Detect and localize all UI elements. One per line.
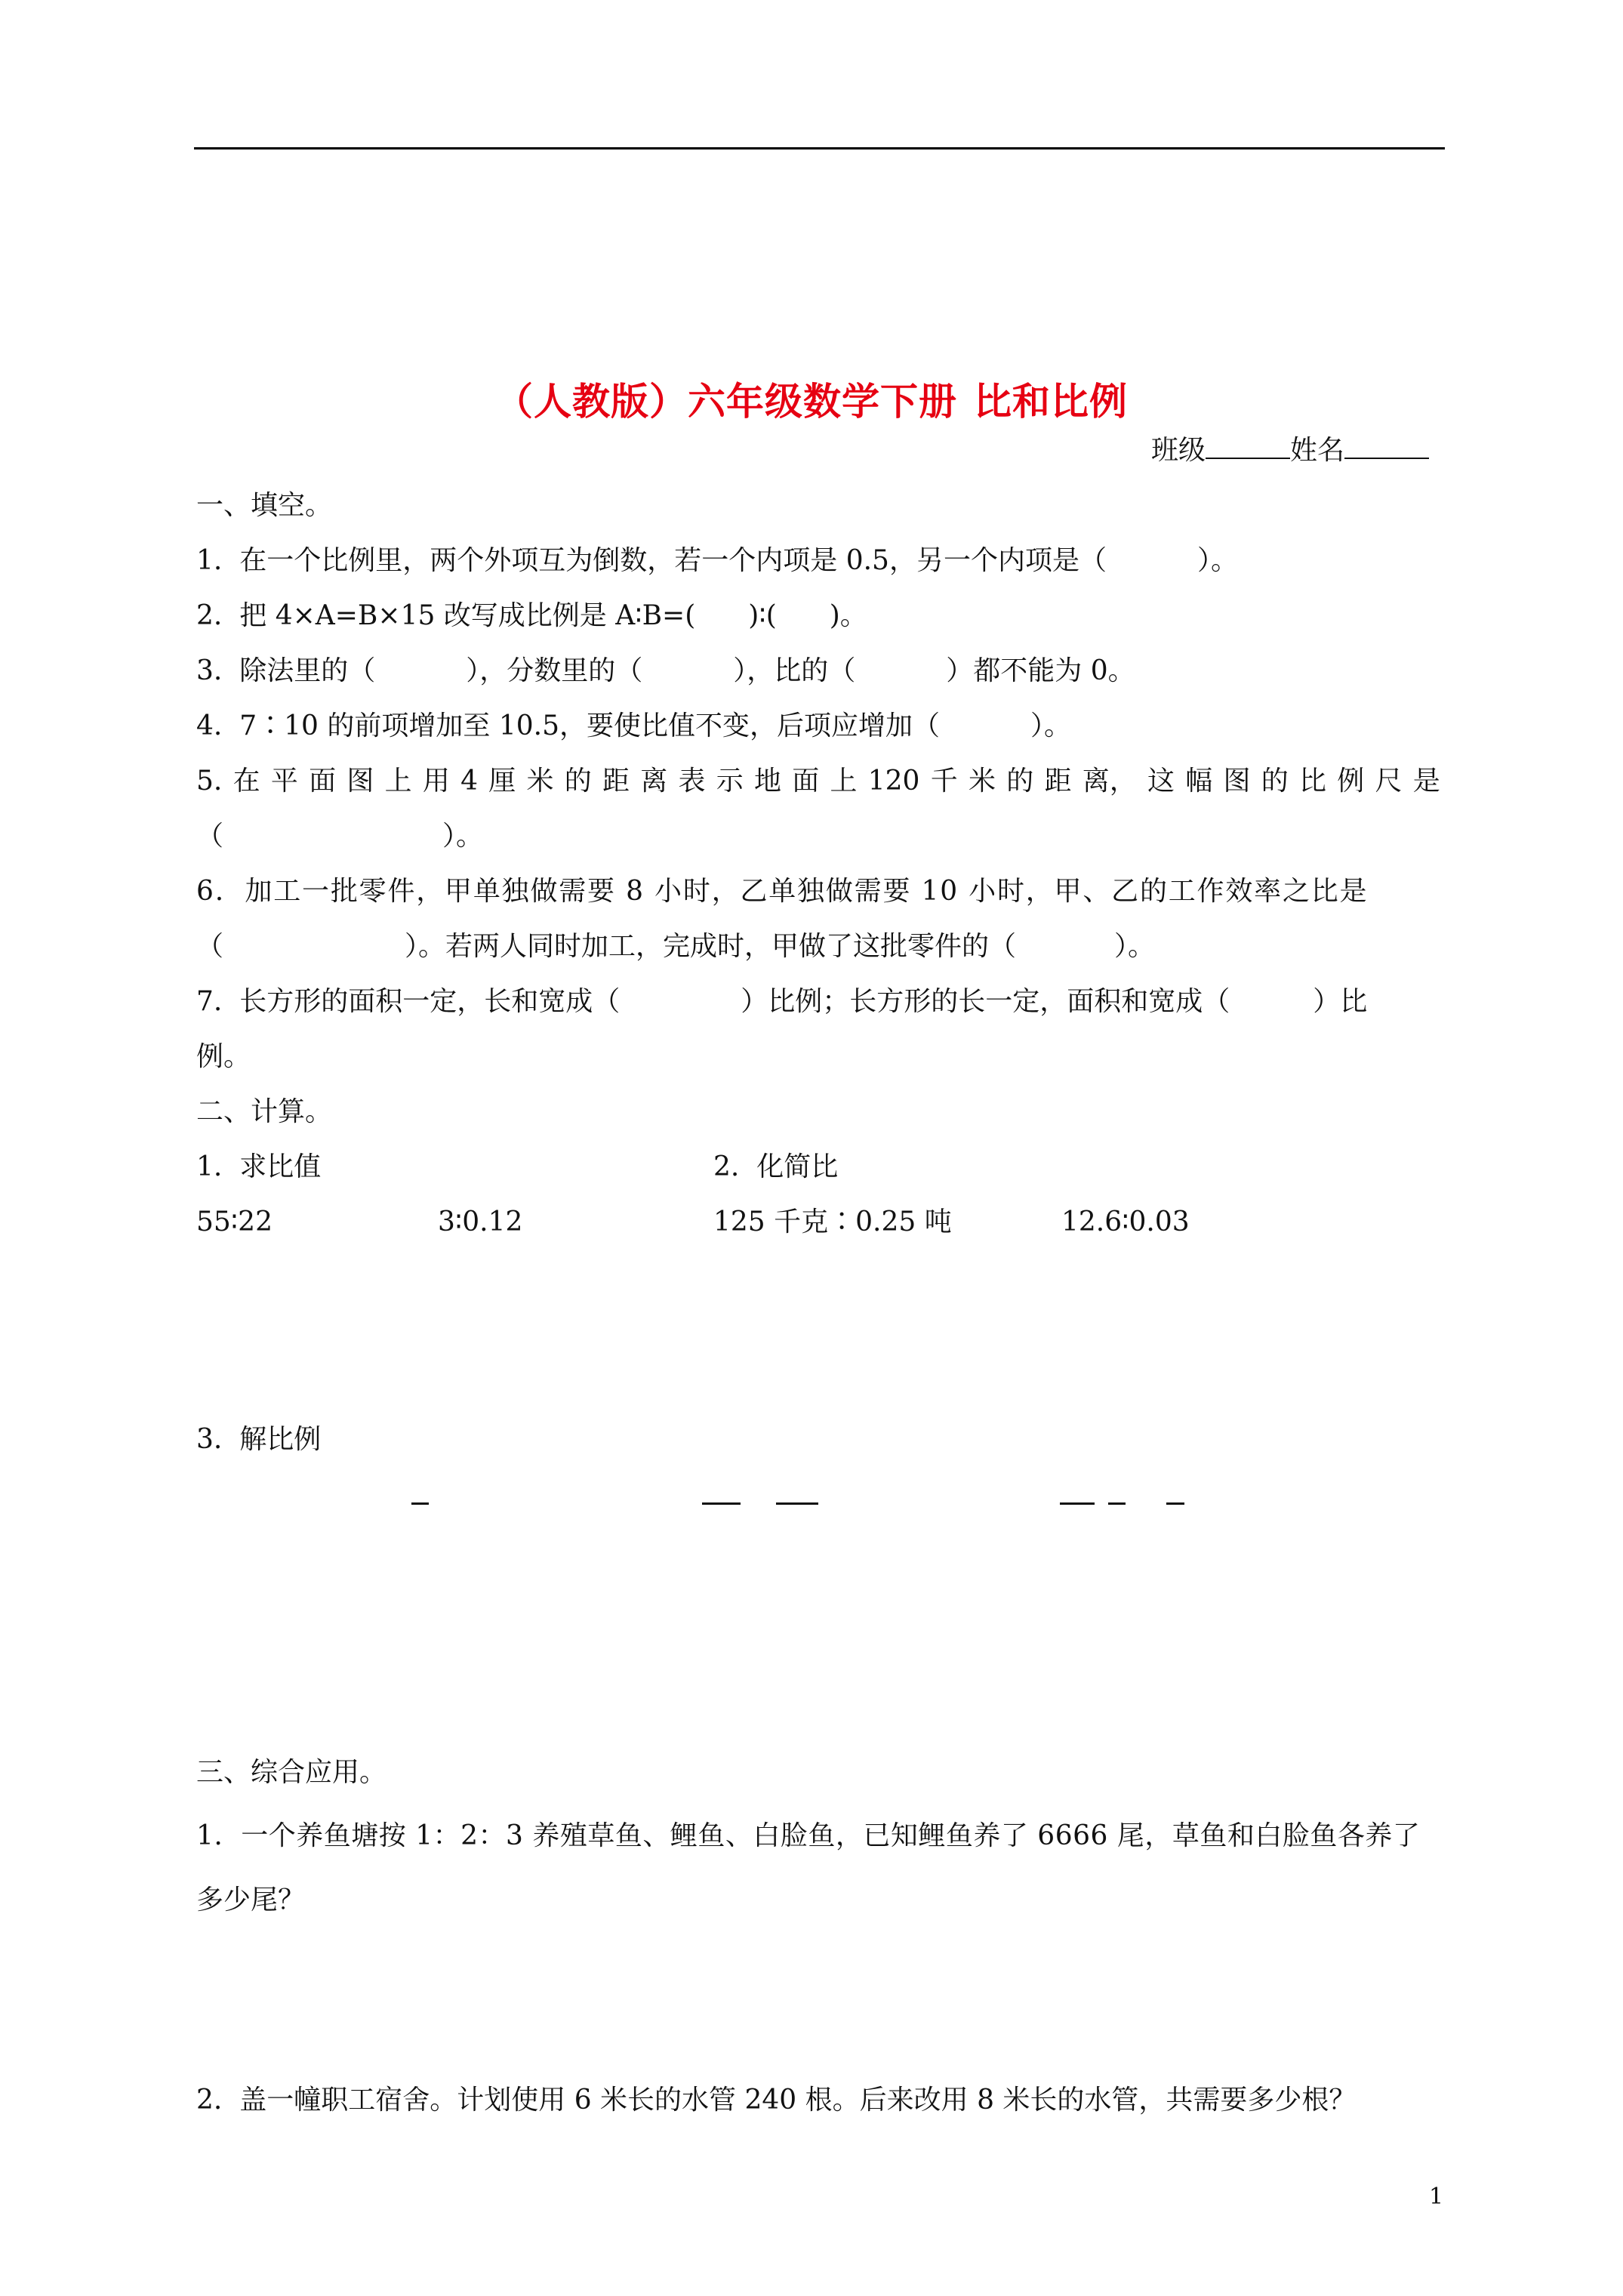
q5-char: 厘 bbox=[488, 766, 516, 797]
calc-sub3 bbox=[196, 1423, 321, 1456]
q-number: 7. bbox=[196, 986, 223, 1017]
q6-text: 加工一批零件，甲单独做需要 8 小时，乙单独做需要 10 小时，甲、乙的工作效率之比是 bbox=[245, 876, 1369, 907]
q5-char: 的 bbox=[1006, 766, 1034, 797]
q5-char: 示 bbox=[716, 766, 744, 797]
calc-item: 3∶0.12 bbox=[438, 1207, 523, 1237]
q5-char: 离 bbox=[640, 766, 668, 797]
q5-open-paren: （ bbox=[196, 821, 224, 852]
q-number: 2. bbox=[196, 2085, 223, 2116]
q5-char: 这 bbox=[1147, 766, 1175, 797]
q5-close-paren: ）。 bbox=[442, 821, 484, 852]
q5-char: 4 bbox=[460, 766, 478, 797]
q5-char: 表 bbox=[678, 766, 706, 797]
q-number: 1. bbox=[196, 545, 223, 576]
q4-fill bbox=[196, 710, 1071, 743]
class-blank[interactable] bbox=[1206, 435, 1290, 459]
q5-char: 距 bbox=[1044, 766, 1072, 797]
q4-text-end: ）。 bbox=[1030, 710, 1072, 741]
q5-char: 面 bbox=[309, 766, 337, 797]
q5-char: 用 bbox=[422, 766, 450, 797]
calc-item: 12.6∶0.03 bbox=[1061, 1207, 1190, 1237]
q4-text: 7∶10 的前项增加至 10.5，要使比值不变，后项应增加（ bbox=[239, 710, 941, 741]
app-q1-text: 一个养鱼塘按 1：2：3 养殖草鱼、鲤鱼、白脸鱼，已知鲤鱼养了 6666 尾，草鱼和白脸鱼各养了 bbox=[241, 1820, 1421, 1851]
q5-char: 千 bbox=[930, 766, 958, 797]
q5-char: 上 bbox=[830, 766, 858, 797]
q5-char: 120 bbox=[867, 766, 920, 797]
name-label: 姓名 bbox=[1290, 435, 1345, 466]
q7-text-end: ）比 bbox=[1313, 986, 1368, 1017]
page-title bbox=[0, 371, 1623, 426]
q-number: 4. bbox=[196, 710, 223, 741]
title-topic: 比和比例 bbox=[974, 380, 1128, 424]
q-number: 5. bbox=[196, 766, 223, 797]
fraction-bar bbox=[776, 1502, 818, 1505]
sub2-label: 化简比 bbox=[756, 1151, 839, 1182]
q5-char: 的 bbox=[1261, 766, 1289, 797]
q5-char: 米 bbox=[526, 766, 554, 797]
app-q1-line1 bbox=[196, 1820, 1440, 1853]
q5-char: 上 bbox=[384, 766, 412, 797]
q7-text-mid: ）比例；长方形的长一定，面积和宽成（ bbox=[741, 986, 1230, 1017]
q5-line2 bbox=[196, 820, 483, 853]
q-number: 1. bbox=[196, 1820, 223, 1851]
calc-sub2 bbox=[713, 1151, 838, 1184]
q-number: 6. bbox=[196, 876, 225, 907]
q2-fill bbox=[196, 599, 867, 633]
calc-sub1 bbox=[196, 1151, 321, 1184]
q3-text-d: ）都不能为 0。 bbox=[946, 655, 1135, 686]
q3-text: 除法里的（ bbox=[239, 655, 376, 686]
header-rule bbox=[194, 147, 1445, 149]
q2-text-mid: )∶( bbox=[748, 600, 777, 631]
sub1-label: 求比值 bbox=[239, 1151, 322, 1182]
q5-char: 例 bbox=[1337, 766, 1365, 797]
name-blank[interactable] bbox=[1344, 435, 1429, 459]
q2-text: 把 4×A=B×15 改写成比例是 A∶B=( bbox=[239, 600, 696, 631]
q5-char: 尺 bbox=[1375, 766, 1403, 797]
q-number: 1. bbox=[196, 1151, 223, 1182]
fraction-bar bbox=[702, 1502, 741, 1505]
q5-char: 图 bbox=[346, 766, 374, 797]
q-number: 3. bbox=[196, 1424, 223, 1455]
q7-line2: 例。 bbox=[196, 1041, 251, 1072]
q5-char: 的 bbox=[564, 766, 592, 797]
q2-text-end: )。 bbox=[829, 600, 867, 631]
q6-text-end: ）。 bbox=[1114, 931, 1156, 962]
q7-line1 bbox=[196, 985, 1367, 1019]
q-number: 2. bbox=[713, 1151, 740, 1182]
fraction-bar bbox=[411, 1502, 429, 1505]
q6-text-mid: ）。若两人同时加工，完成时，甲做了这批零件的（ bbox=[405, 931, 1017, 962]
q3-text-b: ），分数里的（ bbox=[466, 655, 643, 686]
q6-line2 bbox=[196, 930, 1155, 963]
section3-heading: 三、综合应用。 bbox=[196, 1757, 387, 1788]
q5-char: 在 bbox=[233, 766, 260, 797]
app-q1-line2: 多少尾？ bbox=[196, 1885, 306, 1915]
q3-fill bbox=[196, 655, 1135, 688]
q5-line1 bbox=[196, 765, 1440, 798]
q1-fill bbox=[196, 544, 1238, 578]
app-q2 bbox=[196, 2084, 1356, 2117]
q7-text: 长方形的面积一定，长和宽成（ bbox=[239, 986, 621, 1017]
q5-char: 米 bbox=[968, 766, 996, 797]
q5-char: 距 bbox=[602, 766, 630, 797]
calc-item: 55∶22 bbox=[196, 1207, 273, 1237]
q5-char: 是 bbox=[1412, 766, 1440, 797]
q5-char: 图 bbox=[1223, 766, 1251, 797]
fraction-bar bbox=[1166, 1502, 1184, 1505]
fraction-bar bbox=[1108, 1502, 1126, 1505]
class-label: 班级 bbox=[1151, 435, 1206, 466]
fraction-bar bbox=[1060, 1502, 1095, 1505]
q1-text: 在一个比例里，两个外项互为倒数，若一个内项是 0.5，另一个内项是（ bbox=[239, 545, 1107, 576]
q5-char: 幅 bbox=[1185, 766, 1213, 797]
q6-open-paren: （ bbox=[196, 931, 224, 962]
q3-text-c: ），比的（ bbox=[733, 655, 856, 686]
q6-line1 bbox=[196, 875, 1440, 908]
q5-char: 离， bbox=[1082, 766, 1137, 797]
q1-text-end: ）。 bbox=[1196, 545, 1238, 576]
q5-char: 平 bbox=[270, 766, 298, 797]
q5-char: 地 bbox=[753, 766, 781, 797]
q5-char: 面 bbox=[792, 766, 820, 797]
student-info bbox=[1151, 434, 1429, 467]
q-number: 3. bbox=[196, 655, 223, 686]
page-number: 1 bbox=[1429, 2184, 1444, 2210]
app-q2-text: 盖一幢职工宿舍。计划使用 6 米长的水管 240 根。后来改用 8 米长的水管，共需要多少根？ bbox=[239, 2085, 1357, 2116]
title-main: （人教版）六年级数学下册 bbox=[495, 380, 957, 424]
section1-heading: 一、填空。 bbox=[196, 490, 333, 521]
q-number: 2. bbox=[196, 600, 223, 631]
section2-heading: 二、计算。 bbox=[196, 1096, 333, 1127]
calc-item: 125 千克∶0.25 吨 bbox=[713, 1207, 952, 1237]
sub3-label: 解比例 bbox=[239, 1424, 322, 1455]
q5-char: 比 bbox=[1298, 766, 1326, 797]
